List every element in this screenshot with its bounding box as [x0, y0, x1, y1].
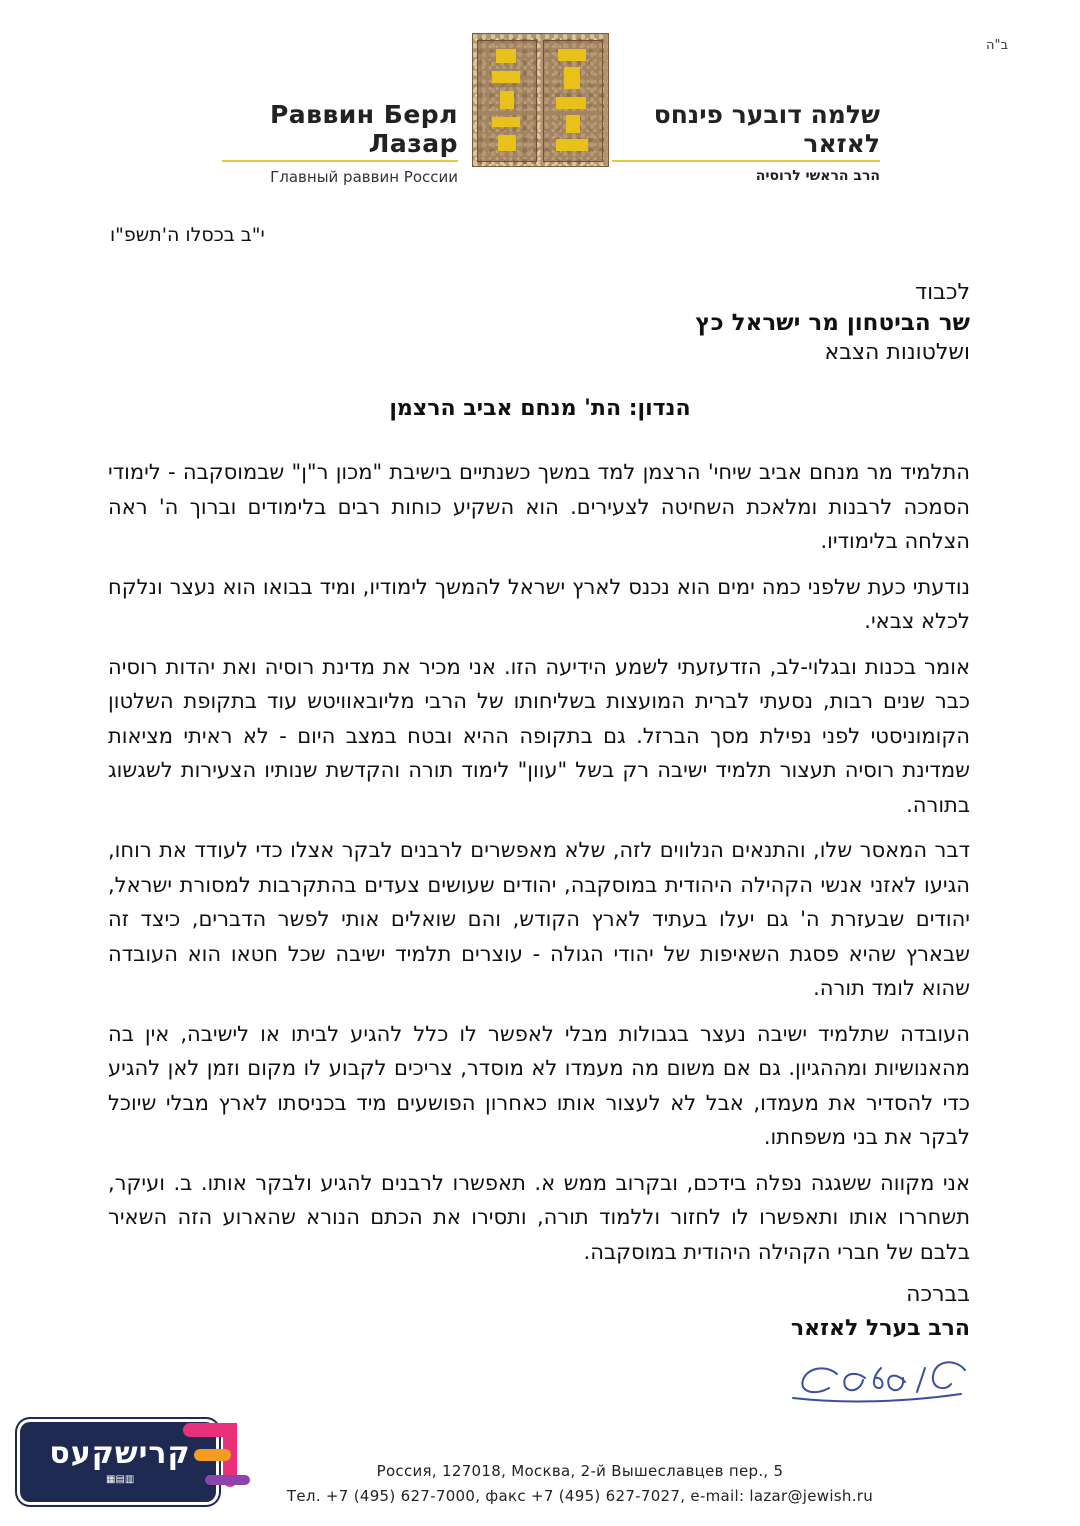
- body-paragraph: התלמיד מר מנחם אביב שיחי' הרצמן למד במשך כשנתיים בישיבת "מכון ר"ן" שבמוסקבה - לימודי הסמכה לרבנות ומלאכת השחיטה לצעירים. הוא השקיע כוחות רבים בלימודים וברוך ה' ראה הצלחה בלימודיו.: [108, 460, 970, 553]
- newspaper-icon: ▦▤▥: [106, 1474, 135, 1485]
- body-paragraph: העובדה שתלמיד ישיבה נעצר בגבולות מבלי לאפשר לו כלל להגיע לביתו או לישיבה, אין בה מהאנושיות ומההגיון. גם אם משום מה מעמדו לא מוסדר, צריכים לקבוע לו מקום וזמן לאן להגיע כדי להסדיר את מעמדו, אבל לא לעצור אותו כאחרון הפושעים מיד בכניסתו לארץ מבלי שיוכל לבקר את בני משפחתו.: [108, 1021, 970, 1149]
- addressee-name: שר הביטחון מר ישראל כץ: [695, 310, 970, 336]
- footer-address: Россия, 127018, Москва, 2-й Вышеславцев пер., 5: [376, 1462, 784, 1480]
- emblem-column-left: [477, 40, 537, 162]
- signer-name: הרב בערל לאזאר: [790, 1316, 970, 1341]
- letterhead-left: [222, 100, 458, 186]
- letterhead-subtitle-ru: Главный раввин России: [270, 168, 458, 186]
- letterhead-subtitle-he: הרב הראשי לרוסיה: [755, 168, 880, 184]
- handwritten-signature: [785, 1348, 975, 1408]
- letterhead-name-he: שלמה דובער פינחס לאזאר: [653, 100, 880, 158]
- footer-contacts: Тел. +7 (495) 627-7000, факс +7 (495) 627-7027, e-mail: lazar@jewish.ru: [286, 1487, 874, 1505]
- closing-block: [791, 1278, 970, 1346]
- footer: [280, 1459, 880, 1509]
- letter-body: [108, 455, 970, 1280]
- body-paragraph: נודעתי כעת שלפני כמה ימים הוא נכנס לארץ ישראל להמשך לימודיו, ומיד בבואו הוא נעצר ונלקח לכלא צבאי.: [108, 574, 970, 633]
- corner-mark: ב"ה: [986, 38, 1008, 53]
- emblem-column-right: [543, 40, 603, 162]
- kikar-logo-icon: [170, 1410, 270, 1505]
- letterhead-rule: [222, 160, 458, 162]
- subject-line: הנדון: הת' מנחם אביב הרצמן: [389, 396, 691, 421]
- letterhead-name-ru: Раввин Берл Лазар: [269, 100, 458, 158]
- addressee-block: [695, 278, 970, 368]
- letter-date: י"ב בכסלו ה'תשפ"ו: [110, 224, 265, 246]
- closing-greeting: בברכה: [906, 1282, 970, 1307]
- addressee-line: לכבוד: [915, 280, 970, 305]
- emblem-icon: [472, 33, 609, 167]
- addressee-line: ושלטונות הצבא: [824, 340, 970, 365]
- letterhead-rule: [612, 160, 880, 162]
- body-paragraph: דבר המאסר שלו, והתנאים הנלווים לזה, שלא מאפשרים לרבנים לבקר אצלו כדי לעודד את רוחו, הגיעו לאזני אנשי הקהילה היהודית במוסקבה, יהודים שעושים צעדים בהתקרבות למסורת ישראל, יהודים שבעזרת ה' גם יעלו בעתיד לארץ הקודש, והם שואלים אותי לפשר הדברים, כיצד זה שבארץ שהיא פסגת השאיפות של יהודי הגולה - עוצרים תלמיד ישיבה שכל חטאו הוא העובדה שהוא לומד תורה.: [108, 838, 970, 1000]
- body-paragraph: אני מקווה ששגגה נפלה בידכם, ובקרוב ממש א. תאפשרו לרבנים להגיע ולבקר אותו. ב. ועיקר, תשחררו אותו ותאפשרו לו לחזור וללמוד תורה, ותסירו את הכתם הנורא שהארוע הזה השאיר בלבם של חברי הקהילה היהודית במוסקבה.: [108, 1170, 970, 1264]
- watermark: [20, 1410, 270, 1505]
- watermark-text: קרישקעס: [49, 1436, 191, 1471]
- letterhead-right: [612, 100, 880, 184]
- body-paragraph: אומר בכנות ובגלוי-לב, הזדעזעתי לשמע הידיעה הזו. אני מכיר את מדינת רוסיה ואת יהדות רוסיה כבר שנים רבות, נסעתי לברית המועצות בשליחותו של הרבי מליובאוויטש עוד בתקופת השלטון הקומוניסטי לפני נפילת מסך הברזל. גם בתקופה ההיא ובטח במצב היום - לא ראיתי מציאות שמדינת רוסיה תעצור תלמיד ישיבה רק בשל "עוון" לימוד תורה והקדשת שנותיו הצעירות לשגשוג בתורה.: [108, 654, 970, 817]
